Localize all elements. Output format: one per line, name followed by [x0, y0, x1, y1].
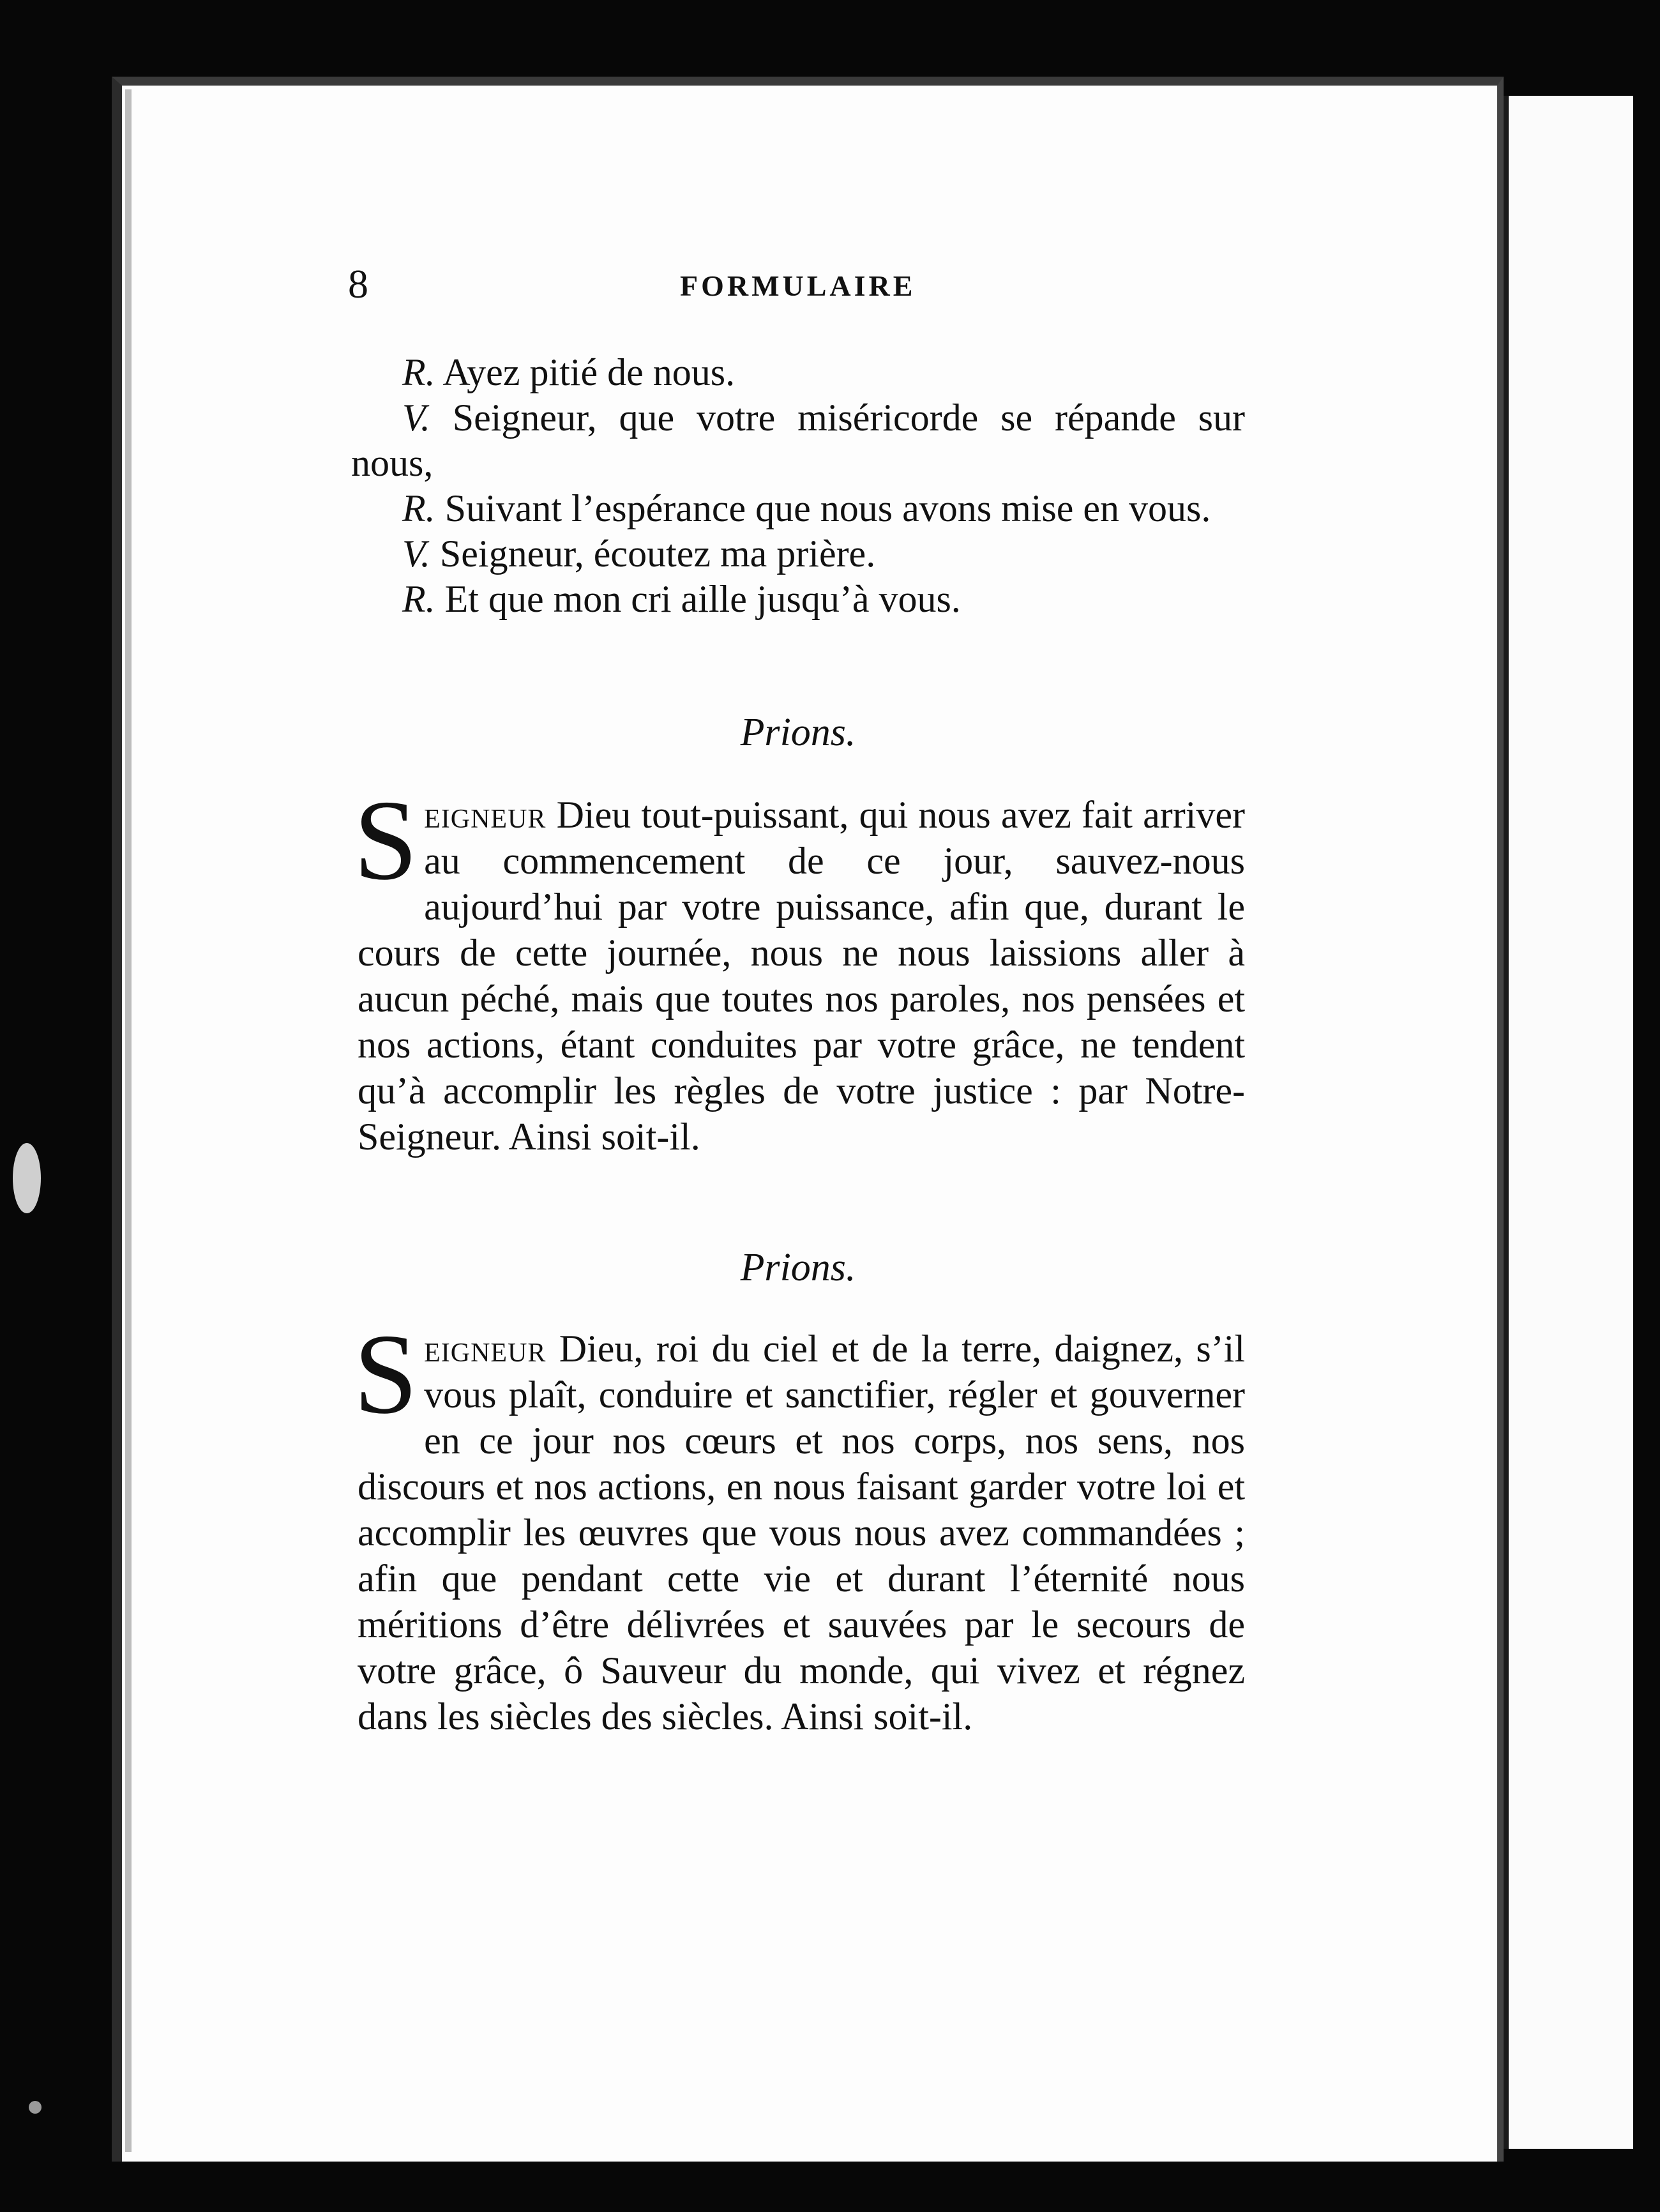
- verse-line: [351, 350, 1245, 395]
- verse-text: Et que mon cri aille jusqu’à vous.: [444, 578, 961, 620]
- back-sheet: [1504, 96, 1633, 2149]
- verse-line: [351, 486, 1245, 531]
- running-head: FORMULAIRE: [680, 269, 916, 302]
- scan-speck: [13, 1143, 41, 1213]
- prayer-paragraph: [354, 1310, 1245, 1739]
- prayer-title: Prions.: [740, 711, 856, 754]
- verse-text: Seigneur, que votre miséricorde se répande sur nous,: [351, 397, 1246, 484]
- verse-line: [351, 531, 1245, 577]
- prayer-lead-word: eigneur: [424, 1328, 547, 1370]
- verse-line: [351, 577, 1245, 622]
- drop-cap: S: [354, 776, 418, 904]
- prayer-lead-word: eigneur: [424, 794, 547, 836]
- prayer-body: [354, 776, 1245, 1160]
- verse-text: Ayez pitié de nous.: [442, 351, 736, 393]
- page-number: 8: [348, 261, 368, 307]
- scan-speck: [29, 2101, 42, 2114]
- verse-label: R.: [402, 487, 435, 529]
- versicles: [351, 350, 1245, 622]
- verse-text: Seigneur, écoutez ma prière.: [439, 533, 876, 575]
- drop-cap: S: [354, 1310, 418, 1437]
- verse-line: [351, 395, 1245, 486]
- prayer-text: Dieu tout-puissant, qui nous avez fait arriver au commencement de ce jour, sauvez-nous aujourd’hui par votre puissance, afin que, durant le cours de cette journée, nous ne nous laissions aller à aucun péché, mais que toutes nos paroles, nos pensées et nos actions, étant conduites par votre grâce, ne tendent qu’à accomplir les règles de votre justice : par Notre-Seigneur. Ainsi soit-il.: [358, 794, 1245, 1158]
- prayer-text: Dieu, roi du ciel et de la terre, daignez, s’il vous plaît, conduire et sanctifier, régler et gouverner en ce jour nos cœurs et nos corps, nos sens, nos discours et nos actions, en nous faisant garder votre loi et accomplir les œuvres que vous nous avez commandées ; afin que pendant cette vie et durant l’éternité nous méritions d’être délivrées et sauvées par le secours de votre grâce, ô Sauveur du monde, qui vivez et régnez dans les siècles des siècles. Ainsi soit-il.: [358, 1328, 1245, 1738]
- verse-label: V.: [402, 533, 430, 575]
- page-header: [348, 262, 1242, 307]
- verse-label: R.: [402, 578, 435, 620]
- verse-label: V.: [402, 397, 430, 439]
- page-binding-edge: [125, 89, 132, 2152]
- prayer-body: [354, 1310, 1245, 1739]
- prayer-paragraph: [354, 776, 1245, 1160]
- prayer-title: Prions.: [740, 1246, 856, 1289]
- verse-text: Suivant l’espérance que nous avons mise en vous.: [444, 487, 1211, 529]
- verse-label: R.: [402, 351, 435, 393]
